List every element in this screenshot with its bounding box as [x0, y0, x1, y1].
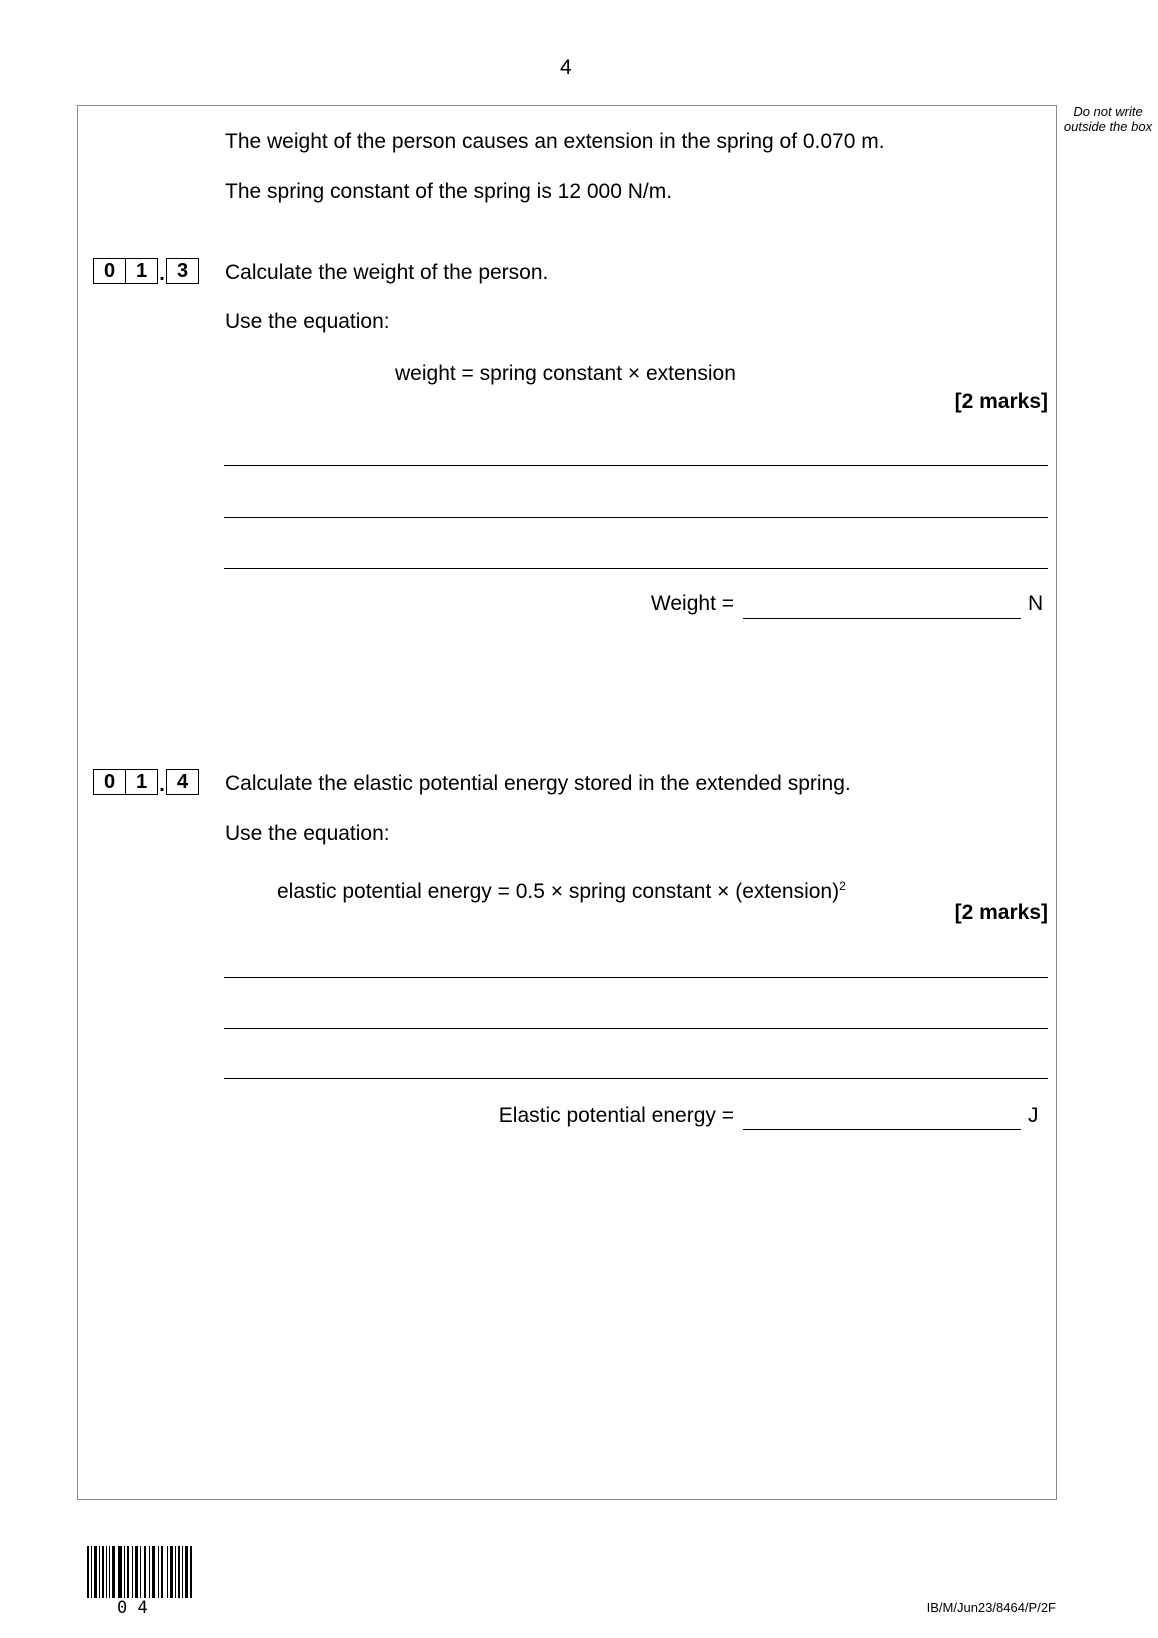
qnum-digit: 1 [126, 258, 158, 284]
superscript: 2 [839, 879, 846, 893]
working-line[interactable] [224, 465, 1048, 466]
intro-line-2: The spring constant of the spring is 12 000 N/m. [225, 180, 673, 203]
use-equation-label: Use the equation: [225, 822, 390, 845]
equation-text: elastic potential energy = 0.5 × spring constant × (extension) [277, 880, 840, 903]
answer-line[interactable] [743, 1129, 1021, 1130]
equation-text: weight = spring constant × extension [395, 362, 736, 385]
intro-line-1: The weight of the person causes an extension in the spring of 0.070 m. [225, 130, 885, 153]
unit-label: N [1028, 592, 1044, 615]
working-line[interactable] [224, 977, 1048, 978]
paper-code: IB/M/Jun23/8464/P/2F [926, 1600, 1056, 1615]
qnum-digit: 3 [166, 258, 199, 284]
marks-label: [2 marks] [954, 901, 1048, 924]
question-number-01-4: 0 1 . 4 [93, 769, 199, 795]
unit-label: J [1028, 1104, 1039, 1127]
page-number: 4 [560, 56, 572, 79]
question-prompt: Calculate the elastic potential energy stored in the extended spring. [225, 772, 851, 795]
question-number-01-3: 0 1 . 3 [93, 258, 199, 284]
working-line[interactable] [224, 1028, 1048, 1029]
barcode-icon [87, 1546, 193, 1598]
qnum-digit: 0 [93, 258, 126, 284]
answer-line[interactable] [743, 618, 1021, 619]
answer-label: Weight = [650, 592, 734, 615]
use-equation-label: Use the equation: [225, 310, 390, 333]
qnum-digit: 1 [126, 769, 158, 795]
answer-box-border [77, 105, 1057, 1500]
question-prompt: Calculate the weight of the person. [225, 261, 549, 284]
barcode-number: 0 4 [117, 1598, 148, 1618]
equation [395, 362, 736, 386]
working-line[interactable] [224, 568, 1048, 569]
working-line[interactable] [224, 1078, 1048, 1079]
marks-label: [2 marks] [954, 390, 1048, 413]
equation [277, 874, 846, 904]
working-line[interactable] [224, 517, 1048, 518]
margin-note: Do not write outside the box [1063, 104, 1153, 134]
qnum-digit: 4 [166, 769, 199, 795]
answer-label: Elastic potential energy = [498, 1104, 734, 1127]
qnum-digit: 0 [93, 769, 126, 795]
